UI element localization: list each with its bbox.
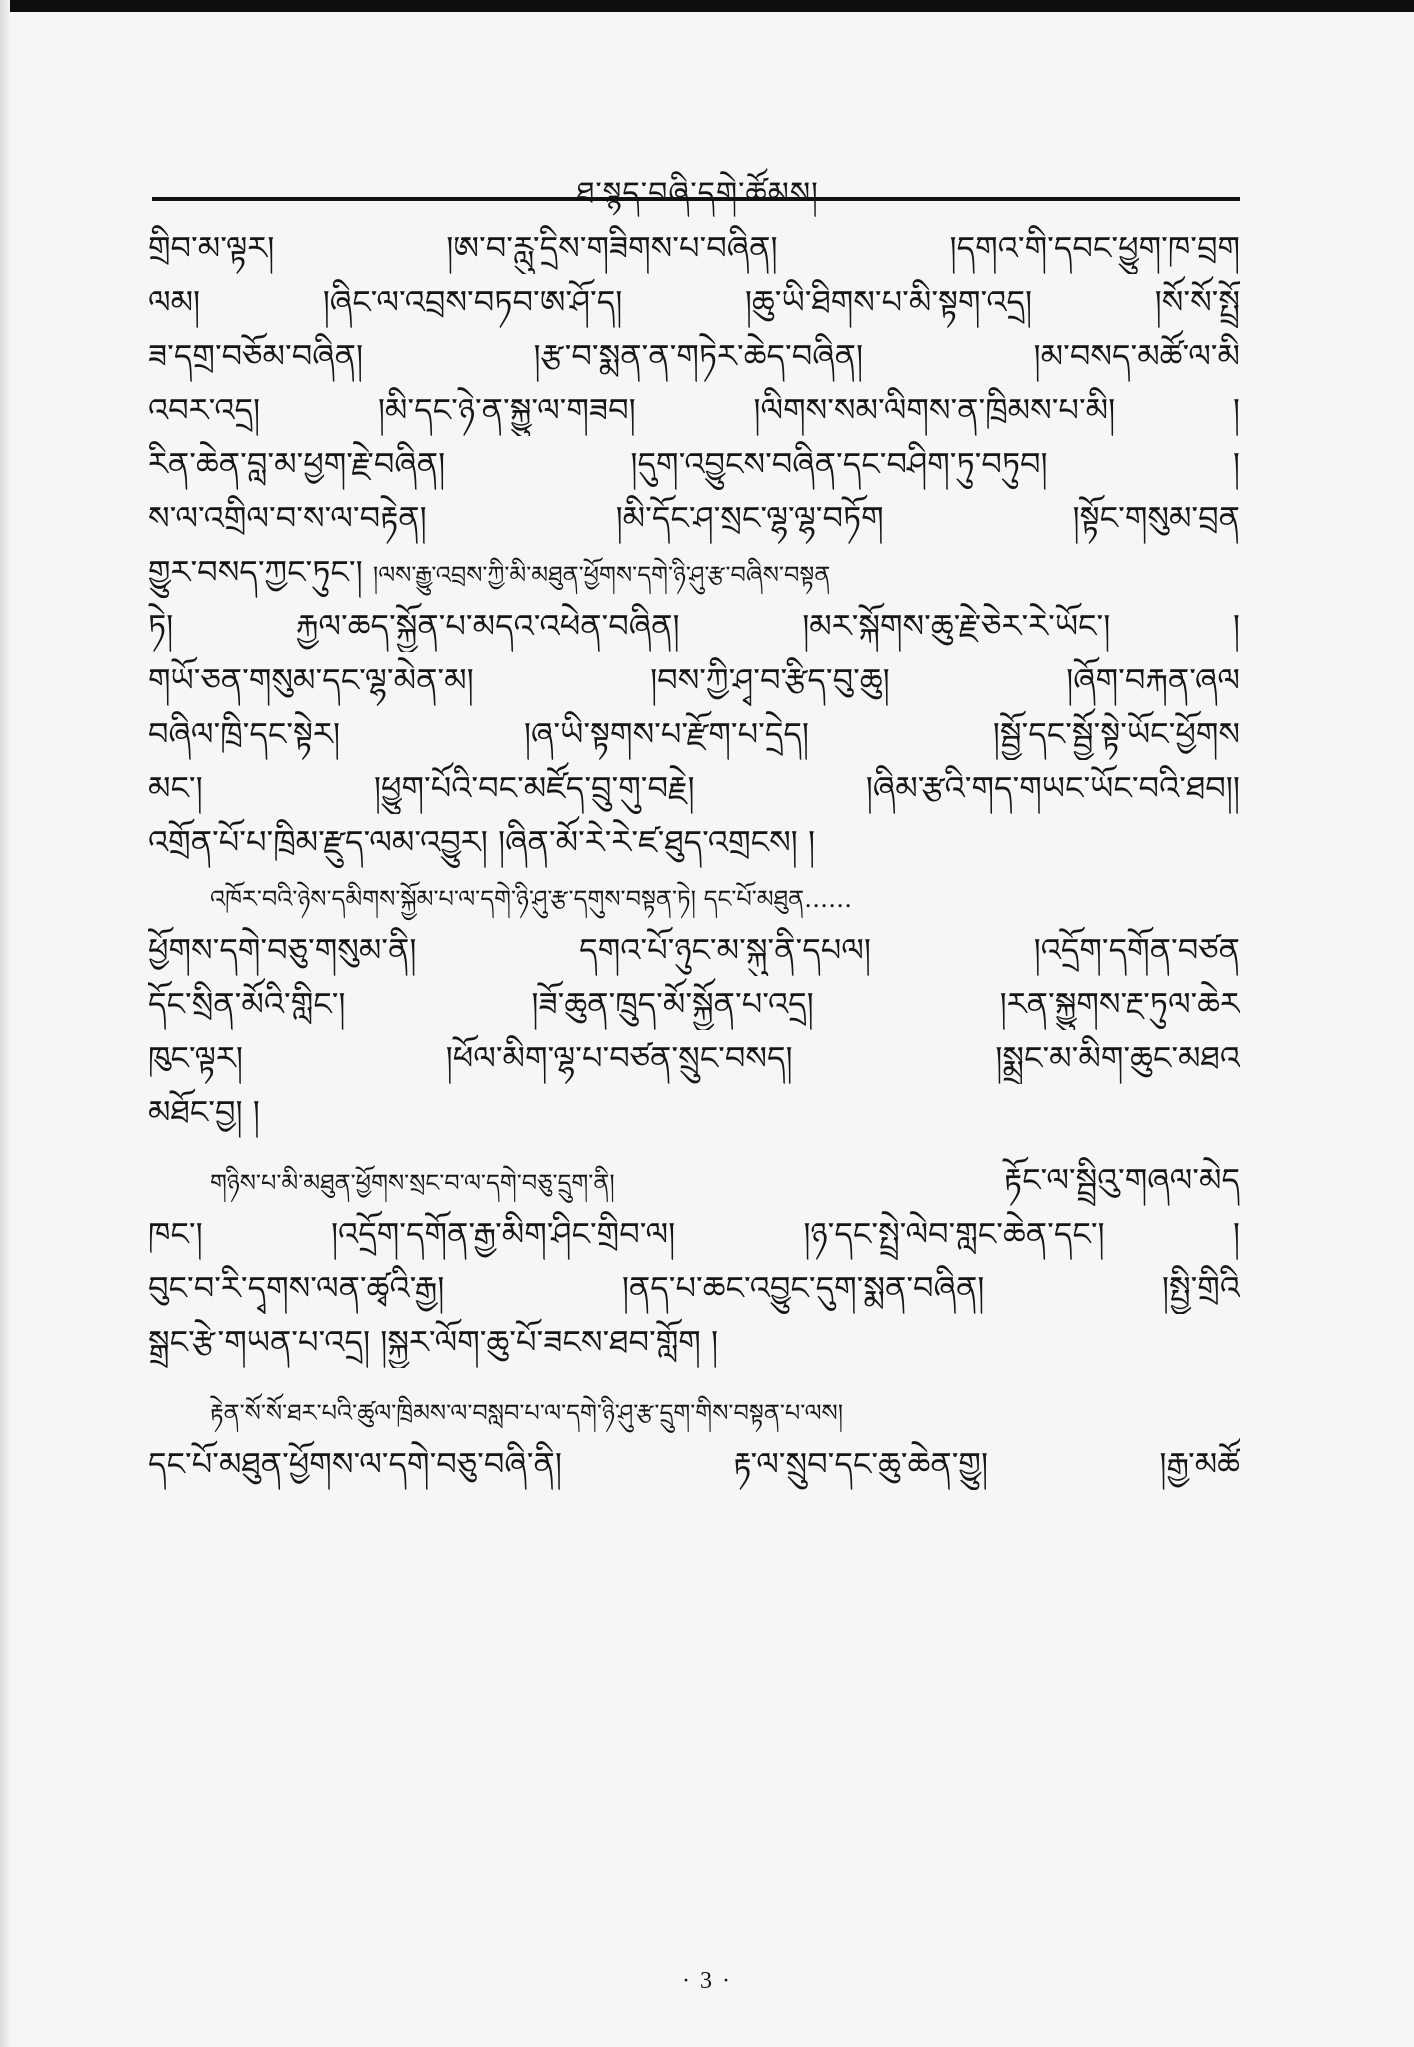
text-line: ཁང་། །འདྲོག་དགོན་རྒྱ་མིག་ཤིང་གྲིབ་ལ། །ཉ་དང་སྤྲེ་ལེབ་གླང་ཆེན་དང་། ། [148,1215,1240,1253]
section-note [148,1384,1240,1436]
text-line: བཞིལ་ཁྲི་དང་སྟེར། །ཞ་ཡི་སྟགས་པ་རྫོག་པ་དྲེད། །སྦྱོ་དང་སྦྱོ་སྟེ་ཡོང་ཕྱོགས [148,715,1240,753]
text-line: འགྲོན་པོ་པ་ཁྲིམ་རྫུད་ལམ་འབྱུར། །ཞིན་མོ་རེ་རེ་ཛ་ཐུད་འགྲངས། ། [148,823,816,861]
paragraph-gap [148,1140,1240,1154]
scan-edge-left [0,0,10,2047]
paragraph-gap [148,1370,1240,1384]
text-line: དང་པོ་མཐུན་ཕྱོགས་ལ་དགེ་བཅུ་བཞི་ནི། རྟ་ལ་སྲུབ་དང་ཆུ་ཆེན་གྱུ། །རྒྱ་མཚོ [148,1445,1240,1483]
text-line: ས་ལ་འགྲིལ་བ་ས་ལ་བརྟེན། །མི་དོང་ཤ་སྲང་ལྷ་ལྷ་བཏོག །སྟོང་གསུམ་བྲན [148,499,1240,537]
running-head: ཐ་སྙད་བཞི་དགེ་ཚོམས། [576,176,819,211]
text-line: ཁུང་ལྟར། །ཕོལ་མིག་ལྷ་པ་བཙན་སྲུང་བསད། །སྨྲང་མ་མིག་ཆུང་མཐའ [148,1039,1240,1077]
text-run: གྱུར་བསད་ཀྱང་ཏུང་། [148,553,363,591]
text-line: ཏེ། རྐྱལ་ཆད་སྐྱོན་པ་མདའ་འཕེན་བཞིན། །མར་སྐོགས་ཆུ་རྗེ་ཅེར་རེ་ཡོང་། ། [148,607,1240,645]
header-rule [152,197,1240,201]
section-annotation: གཉིས་པ་མི་མཐུན་ཕྱོགས་སྲང་བ་ལ་དགེ་བཅུ་དྲུག་ནི། [210,1169,615,1197]
text-line: མཐོང་བྱ། ། [148,1093,260,1131]
text-line: ཕྱོགས་དགེ་བཅུ་གསུམ་ནི། དགའ་པོ་ཉུང་མ་སྐུ་ནི་དཔལ། །འདྲོག་དགོན་བཙན [148,931,1240,969]
text-line: དོང་སྲིན་མོའི་གླིང་། །ཟོ་ཆུན་ཁྲུད་མོ་སྐྱོན་པ་འདྲ། །རན་སྐྱུགས་རྔ་ཏུལ་ཆེར [148,985,1240,1023]
text-line-with-note [148,546,1240,598]
text-line: ཟ་དགྲ་བཅོམ་བཞིན། །རྩ་བ་སྨན་ན་གཏེར་ཆེད་བཞིན། །མ་བསད་མཚོ་ལ་མི [148,337,1240,375]
text-line: བུང་བ་རི་དྭགས་ལན་ཚྭའི་རྒྱ། །ནད་པ་ཆང་འབྱུང་དུག་སྨན་བཞིན། །སྤྱི་གྲིའི [148,1269,1240,1307]
section-annotation: རྟེན་སོ་སོ་ཐར་པའི་ཚུལ་ཁྲིམས་ལ་བསླབ་པ་ལ་དགེ་ཉི་ཤུ་རྩ་དྲུག་གིས་བསྟན་པ་ལས། [210,1399,844,1427]
text-line: རིན་ཆེན་བླ་མ་ཕྱག་རྗེ་བཞིན། །དུག་འབྱུངས་བཞིན་དང་བཤིག་ཏུ་བཏུབ། ། [148,445,1240,483]
page-number: · 3 · [682,1968,732,1994]
text-line: ལམ། །ཞིང་ལ་འབྲས་བཏབ་ཨ་ཤོ་ད། །ཆུ་ཡི་ཐིགས་པ་མི་སྟག་འདྲ། །སོ་སོ་སྤྲོ [148,283,1240,321]
text-line: གཡོ་ཅན་གསུམ་དང་ལྷ་མེན་མ། །བས་ཀྱི་ཤྭ་བ་རྩིད་བུ་ཆུ། །ཞོག་བརྐན་ཞལ [148,661,1240,699]
text-line: མང་། །ཕྱུག་པོའི་བང་མཛོད་བྲུ་གུ་བརྗེ། །ཞིམ་རྩའི་གད་གཡང་ཡོང་བའི་ཐབ།། [148,769,1240,807]
section-note [148,870,1240,922]
text-line-with-note [148,1154,1240,1206]
inline-annotation: །ལས་རྒྱུ་འབྲས་ཀྱི་མི་མཐུན་ཕྱོགས་དགེ་ཉི་ཤུ་རྩ་བཞིས་བསྟན [372,561,831,589]
text-line: སྒྲང་རྩེ་གཡན་པ་འདྲ། །སྐྱར་ལོག་ཆུ་པོ་ཟངས་ཐབ་གློག ། [148,1323,719,1361]
section-annotation: འཁོར་བའི་ཉེས་དམིགས་སྐྱོམ་པ་ལ་དགེ་ཉི་ཤུ་རྩ་དགུས་བསྟན་ཏེ། དང་པོ་མཐུན…… [210,885,853,913]
body-text [148,222,1240,1492]
text-line: གྲིབ་མ་ལྟར། །ཨ་བ་རླུ་དྲིས་གཟིགས་པ་བཞིན། །དགའ་གི་དབང་ཕྱུག་ཁ་བྲག [148,229,1240,267]
scan-edge-top [0,0,1414,12]
text-run: རྟོང་ལ་སྦྲིའུ་གཞལ་མེད [1003,1161,1240,1199]
text-line: འབར་འདྲ། །མི་དང་ཉེ་ན་སྐྱུ་ལ་གཟབ། །ལིགས་སམ་ལིགས་ན་ཁྲིམས་པ་མི། ། [148,391,1240,429]
